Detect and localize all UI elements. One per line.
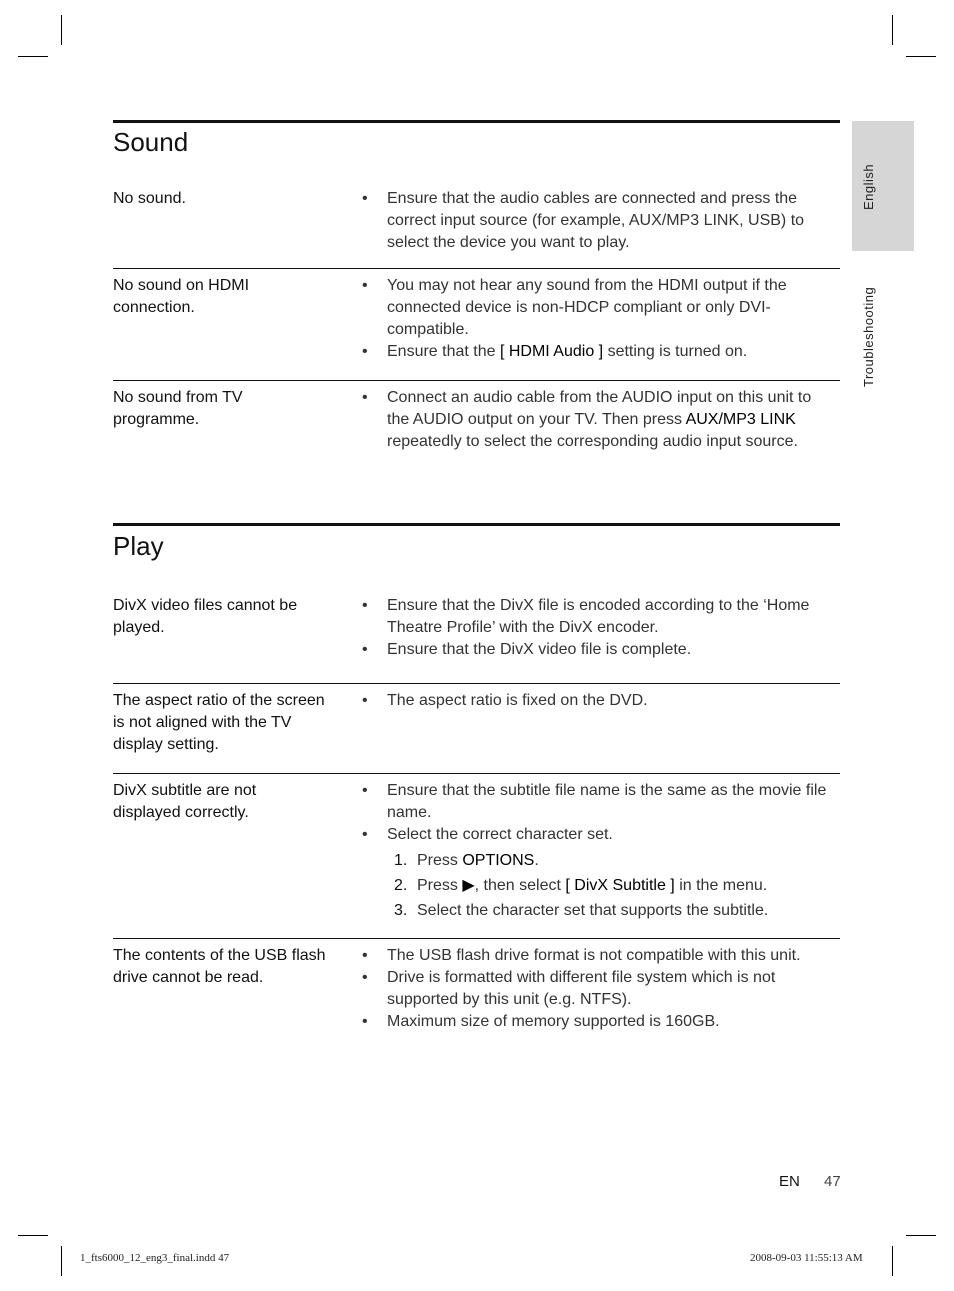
step-number: 3. [394, 902, 408, 919]
language-code: EN [779, 1173, 800, 1190]
solution-list [360, 690, 830, 712]
solution-item: • Ensure that the subtitle file name is the same as the movie file name. [360, 780, 830, 824]
setting-name: [ HDMI Audio ] [499, 343, 604, 360]
section-title-sound: Sound [113, 127, 189, 157]
problem-text: DivX subtitle are not displayed correctly. [113, 782, 257, 821]
crop-mark [892, 1246, 893, 1276]
slug-date: 2008-09-03 11:55:13 AM [750, 1252, 863, 1264]
crop-mark [892, 15, 893, 45]
table-row [113, 275, 840, 381]
solution-list [360, 275, 830, 363]
solution-item: • You may not hear any sound from the HDMI output if the connected device is non-HDCP compliant or only DVI-compatible. [360, 275, 830, 341]
crop-mark [61, 15, 62, 45]
solution-list [360, 188, 830, 254]
solution-item [360, 341, 830, 363]
solution-item [360, 387, 830, 453]
page-number: 47 [824, 1173, 841, 1190]
solution-text: Ensure that the [387, 343, 500, 360]
chapter-label: Troubleshooting [861, 286, 876, 387]
step-item [360, 898, 830, 923]
problem-text: The contents of the USB flash drive cannot be read. [113, 947, 326, 986]
solution-list [360, 780, 830, 923]
solution-text: Connect an audio cable from the AUDIO input on this unit to the AUDIO output on your TV. Then press [387, 389, 812, 428]
solution-list [360, 387, 830, 453]
solution-item: • The aspect ratio is fixed on the DVD. [360, 690, 830, 712]
solution-list [360, 945, 830, 1033]
step-text: Select the character set that supports the subtitle. [417, 902, 769, 919]
table-row [113, 780, 840, 939]
crop-mark [61, 1246, 62, 1276]
table-row [113, 690, 840, 774]
solution-item: • Ensure that the audio cables are connected and press the correct input source (for example, AUX/MP3 LINK, USB) to select the device you want to play. [360, 188, 830, 254]
step-item [360, 848, 830, 873]
problem-text: No sound from TV programme. [113, 389, 243, 428]
solution-item: • Select the correct character set. [360, 824, 830, 846]
step-text: Press [417, 852, 463, 869]
solution-text: repeatedly to select the corresponding audio input source. [387, 433, 798, 450]
solution-list [360, 595, 830, 661]
table-row [113, 387, 840, 457]
language-label: English [861, 163, 876, 210]
button-name: AUX/MP3 LINK [685, 411, 796, 428]
solution-text: setting is turned on. [603, 343, 748, 360]
table-row [113, 945, 840, 1040]
slug-file: 1_fts6000_12_eng3_final.indd 47 [80, 1252, 230, 1264]
step-text: . [534, 852, 539, 869]
solution-item: • Drive is formatted with different file system which is not supported by this unit (e.g. NTFS). [360, 967, 830, 1011]
play-arrow-icon: ▶ [462, 877, 475, 894]
step-text: in the menu. [674, 877, 768, 894]
solution-item: • The USB flash drive format is not compatible with this unit. [360, 945, 830, 967]
step-text: , then select [474, 877, 566, 894]
crop-mark [906, 56, 936, 57]
table-row [113, 188, 840, 269]
section-rule [113, 120, 840, 123]
crop-mark [906, 1235, 936, 1236]
step-item [360, 873, 830, 898]
problem-text: No sound. [113, 190, 186, 207]
setting-name: [ DivX Subtitle ] [565, 877, 675, 894]
solution-item: • Maximum size of memory supported is 160GB. [360, 1011, 830, 1033]
problem-text: The aspect ratio of the screen is not aligned with the TV display setting. [113, 692, 325, 753]
problem-text: DivX video files cannot be played. [113, 597, 298, 636]
step-text: Press [417, 877, 463, 894]
step-number: 1. [394, 852, 408, 869]
step-number: 2. [394, 877, 408, 894]
table-row [113, 595, 840, 684]
button-name: OPTIONS [462, 852, 535, 869]
solution-item: • Ensure that the DivX video file is complete. [360, 639, 830, 661]
crop-mark [18, 1235, 48, 1236]
crop-mark [18, 56, 48, 57]
section-rule [113, 523, 840, 526]
solution-item: • Ensure that the DivX file is encoded according to the ‘Home Theatre Profile’ with the DivX encoder. [360, 595, 830, 639]
problem-text: No sound on HDMI connection. [113, 277, 250, 316]
section-title-play: Play [113, 531, 164, 561]
